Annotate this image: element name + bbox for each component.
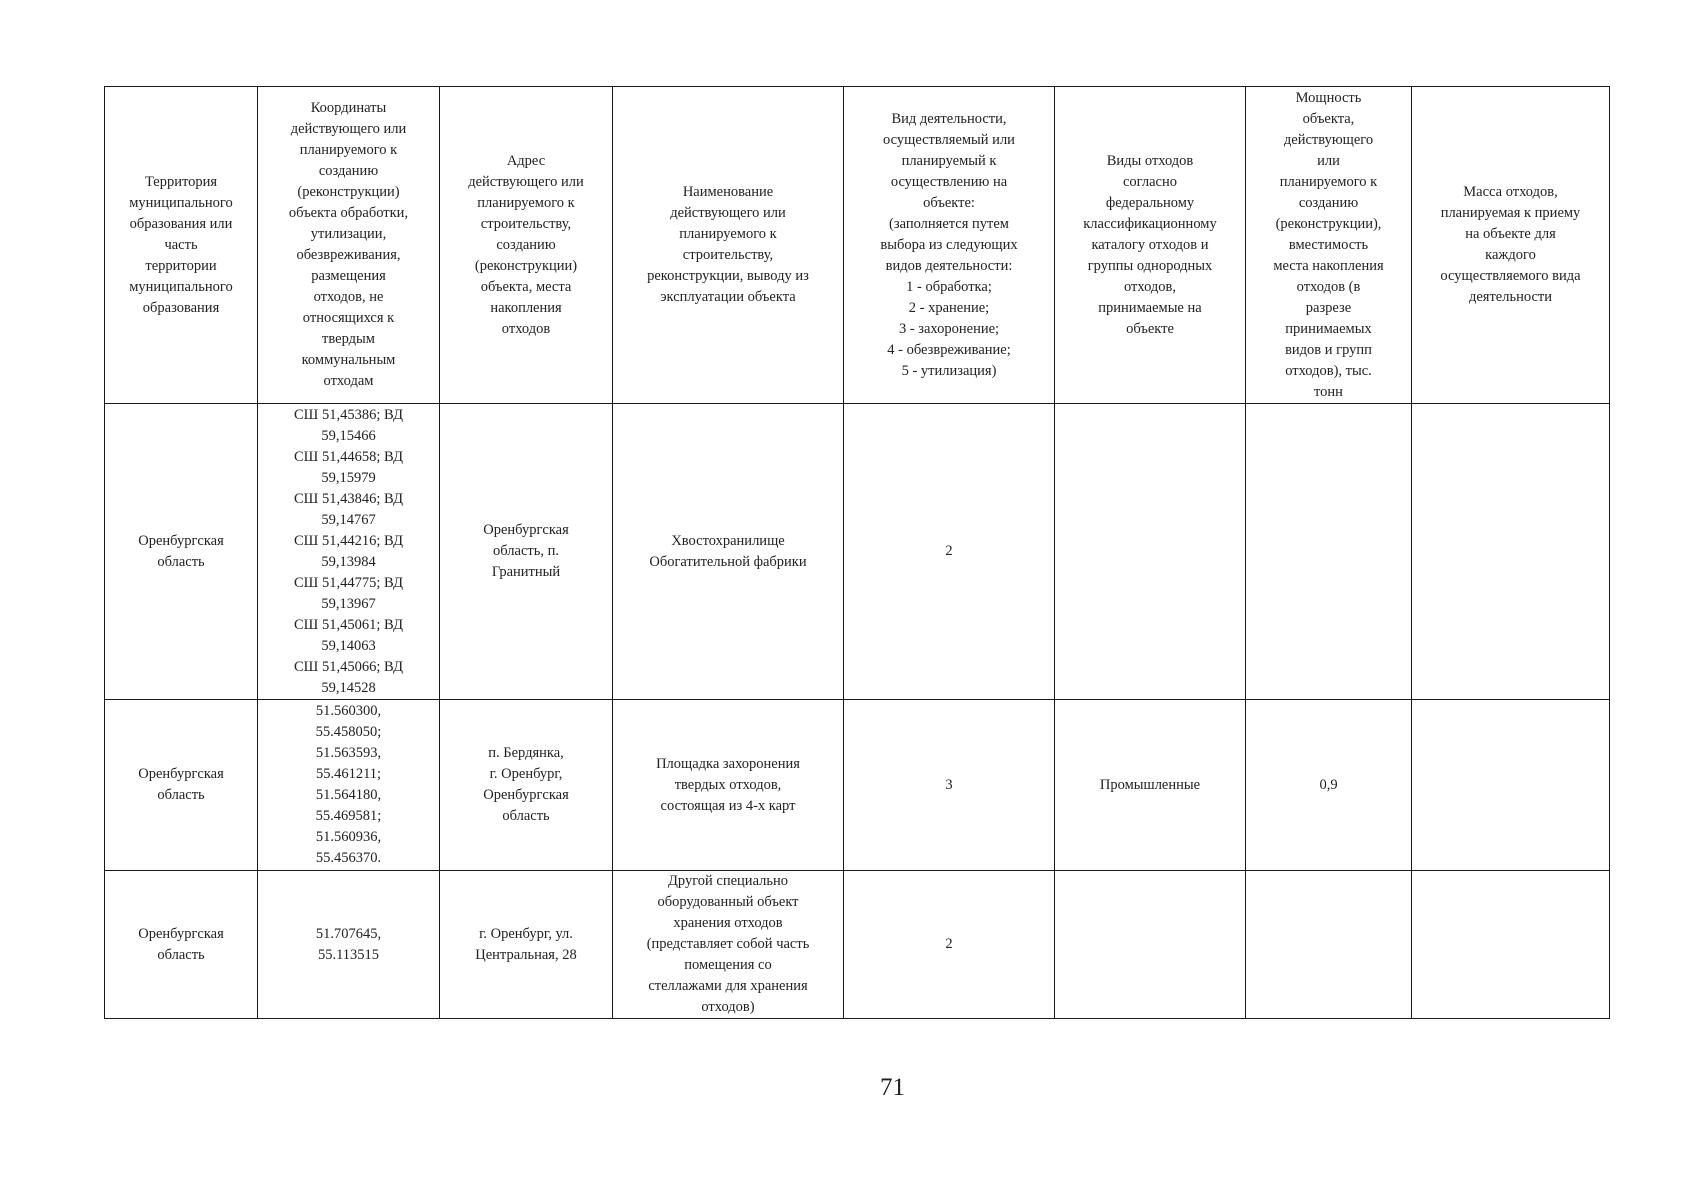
cell-facility-name xyxy=(613,700,844,871)
cell-text-line: утилизации, xyxy=(310,226,387,242)
cell-text-line: отходов (в xyxy=(1296,278,1361,295)
cell-text-line: (заполняется путем xyxy=(889,215,1009,232)
table-row xyxy=(105,871,1610,1019)
cell-text-line: 55.113515 xyxy=(317,946,380,963)
cell-text-line: 59,14063 xyxy=(321,637,376,654)
cell-text-line: действующего xyxy=(1283,131,1374,148)
table-row xyxy=(105,404,1610,700)
cell-text-line: федеральному xyxy=(1105,194,1195,211)
cell-text-line: 59,15979 xyxy=(321,469,376,486)
cell-text-line: п. Бердянка, xyxy=(488,745,564,761)
cell-text-line: созданию xyxy=(318,163,379,179)
cell-text-line: 51.564180, xyxy=(315,787,382,803)
cell-text-line: муниципального xyxy=(129,278,233,295)
cell-waste-types xyxy=(1055,700,1246,871)
cell-waste-mass xyxy=(1412,700,1610,871)
cell-text-line: территории xyxy=(145,257,217,274)
cell-waste-types xyxy=(1055,871,1246,1019)
cell-text-line: действующего или xyxy=(468,173,584,190)
header-cell-territory xyxy=(105,87,258,404)
cell-text-line: на объекте для xyxy=(1465,226,1556,242)
cell-text-line: или xyxy=(1317,152,1340,169)
cell-text-line: Промышленные xyxy=(1099,776,1201,793)
cell-text-line: тонн xyxy=(1314,383,1343,400)
cell-activity-type xyxy=(844,404,1055,700)
cell-text-line: (реконструкции) xyxy=(474,257,578,274)
cell-text-line: эксплуатации объекта xyxy=(660,289,796,305)
cell-capacity xyxy=(1246,404,1412,700)
cell-text-line: каждого xyxy=(1485,247,1536,263)
cell-text-line: отходам xyxy=(323,373,374,389)
cell-facility-name xyxy=(613,404,844,700)
cell-text-line: область xyxy=(157,553,205,570)
cell-text-line: образования или xyxy=(129,215,233,232)
cell-territory xyxy=(105,700,258,871)
cell-text-line: Координаты xyxy=(310,100,387,116)
cell-text-line: оборудованный объект xyxy=(657,894,799,910)
cell-capacity xyxy=(1246,871,1412,1019)
cell-waste-mass xyxy=(1412,404,1610,700)
cell-text-line: планируемая к приему xyxy=(1440,205,1581,221)
cell-text-line: планируемого к xyxy=(299,142,398,158)
cell-text-line: СШ 51,45066; ВД xyxy=(294,658,403,675)
cell-text-line: 55.456370. xyxy=(315,850,382,866)
cell-text-line: 3 xyxy=(945,776,953,793)
cell-coordinates xyxy=(258,871,440,1019)
cell-text-line: СШ 51,45386; ВД xyxy=(294,406,403,423)
cell-address xyxy=(440,700,613,871)
waste-facilities-table xyxy=(104,86,1610,1019)
cell-facility-name xyxy=(613,871,844,1019)
cell-text-line: видов и групп xyxy=(1285,341,1372,358)
cell-text-line: 2 xyxy=(945,543,953,559)
cell-text-line: Виды отходов xyxy=(1106,152,1194,169)
cell-text-line: Гранитный xyxy=(491,564,561,580)
cell-text-line: коммунальным xyxy=(301,352,396,368)
cell-text-line: г. Оренбург, xyxy=(489,766,563,782)
cell-text-line: строительству, xyxy=(682,247,774,263)
cell-text-line: выбора из следующих xyxy=(880,236,1018,253)
cell-text-line: Оренбургская xyxy=(138,925,224,942)
cell-text-line: разрезе xyxy=(1305,299,1352,316)
cell-activity-type xyxy=(844,700,1055,871)
header-row xyxy=(105,87,1610,404)
header-cell-capacity xyxy=(1246,87,1412,404)
cell-text-line: отходов, не xyxy=(313,289,384,305)
cell-text-line: Обогатительной фабрики xyxy=(649,553,807,570)
page-number: 71 xyxy=(880,1074,905,1101)
cell-text-line: планируемого к xyxy=(477,194,575,211)
cell-coordinates xyxy=(258,700,440,871)
cell-coordinates xyxy=(258,404,440,700)
cell-text-line: осуществляемого вида xyxy=(1440,268,1581,284)
cell-text-line: каталогу отходов и xyxy=(1091,236,1209,253)
cell-text-line: отходов xyxy=(501,320,551,337)
cell-text-line: планируемого к xyxy=(1279,173,1378,190)
cell-capacity xyxy=(1246,700,1412,871)
cell-text-line: принимаемые на xyxy=(1098,299,1202,316)
cell-text-line: отходов, xyxy=(1123,278,1177,295)
header-cell-facility-name xyxy=(613,87,844,404)
cell-text-line: отходов), тыс. xyxy=(1285,362,1372,379)
cell-text-line: образования xyxy=(142,299,220,316)
cell-activity-type xyxy=(844,871,1055,1019)
header-cell-address xyxy=(440,87,613,404)
cell-text-line: 51.563593, xyxy=(315,745,382,761)
cell-address xyxy=(440,404,613,700)
cell-text-line: 51.707645, xyxy=(315,925,382,942)
cell-text-line: г. Оренбург, ул. xyxy=(479,925,573,942)
cell-text-line: 5 - утилизация) xyxy=(901,362,997,379)
cell-text-line: объекта, xyxy=(1302,110,1355,127)
cell-text-line: 55.458050; xyxy=(315,724,382,740)
cell-text-line: строительству, xyxy=(480,215,572,232)
cell-text-line: СШ 51,43846; ВД xyxy=(294,490,403,507)
cell-text-line: Оренбургская xyxy=(483,522,569,538)
cell-text-line: Масса отходов, xyxy=(1463,184,1558,200)
cell-text-line: хранения отходов xyxy=(673,915,783,931)
cell-text-line: (представляет собой часть xyxy=(646,936,810,952)
cell-text-line: Территория xyxy=(144,173,218,190)
cell-text-line: 4 - обезвреживание; xyxy=(887,341,1011,358)
cell-text-line: отходов) xyxy=(701,999,755,1015)
cell-text-line: СШ 51,44216; ВД xyxy=(294,532,403,549)
cell-text-line: планируемого к xyxy=(679,226,777,242)
cell-text-line: 0,9 xyxy=(1319,776,1338,793)
cell-text-line: СШ 51,44658; ВД xyxy=(294,448,403,465)
cell-text-line: относящихся к xyxy=(302,310,395,326)
cell-text-line: места накопления xyxy=(1273,257,1384,274)
cell-text-line: СШ 51,44775; ВД xyxy=(294,574,403,591)
cell-text-line: 55.461211; xyxy=(315,766,382,782)
cell-waste-mass xyxy=(1412,871,1610,1019)
cell-text-line: помещения со xyxy=(684,957,772,973)
header-cell-coordinates xyxy=(258,87,440,404)
cell-text-line: 55.469581; xyxy=(315,808,382,824)
cell-text-line: принимаемых xyxy=(1285,320,1372,337)
cell-text-line: Адрес xyxy=(506,152,546,169)
cell-text-line: твердым xyxy=(322,331,375,347)
cell-text-line: объекта, места xyxy=(480,278,572,295)
cell-text-line: реконструкции, выводу из xyxy=(647,268,809,284)
cell-text-line: планируемый к xyxy=(901,152,997,169)
cell-text-line: муниципального xyxy=(129,194,233,211)
cell-text-line: согласно xyxy=(1122,173,1177,190)
header-cell-waste-mass xyxy=(1412,87,1610,404)
cell-waste-types xyxy=(1055,404,1246,700)
cell-text-line: действующего или xyxy=(290,121,407,137)
header-cell-waste-types xyxy=(1055,87,1246,404)
cell-text-line: 3 - захоронение; xyxy=(898,320,1000,337)
cell-text-line: Другой специально xyxy=(668,873,788,889)
cell-territory xyxy=(105,871,258,1019)
cell-text-line: накопления xyxy=(490,299,562,316)
cell-text-line: стеллажами для хранения xyxy=(648,978,808,994)
cell-text-line: Площадка захоронения xyxy=(656,755,800,772)
cell-text-line: действующего или xyxy=(670,205,786,221)
cell-text-line: область xyxy=(502,808,550,824)
cell-text-line: размещения xyxy=(311,268,386,284)
cell-text-line: область, п. xyxy=(493,543,559,559)
cell-text-line: 1 - обработка; xyxy=(906,278,992,295)
cell-text-line: классификационному xyxy=(1083,215,1217,232)
cell-text-line: Хвостохранилище xyxy=(671,532,785,549)
cell-text-line: 51.560300, xyxy=(315,703,382,719)
cell-text-line: группы однородных xyxy=(1087,257,1213,274)
cell-text-line: 59,14767 xyxy=(321,511,376,528)
cell-text-line: объекта обработки, xyxy=(288,205,409,221)
cell-text-line: созданию xyxy=(1298,194,1359,211)
cell-text-line: 51.560936, xyxy=(315,829,382,845)
cell-text-line: 59,14528 xyxy=(321,679,376,696)
cell-text-line: видов деятельности: xyxy=(885,257,1013,274)
cell-text-line: Вид деятельности, xyxy=(891,110,1007,127)
cell-text-line: Оренбургская xyxy=(138,532,224,549)
cell-territory xyxy=(105,404,258,700)
table-row xyxy=(105,700,1610,871)
cell-text-line: деятельности xyxy=(1468,289,1552,305)
cell-text-line: (реконструкции) xyxy=(297,184,400,200)
cell-text-line: область xyxy=(157,946,205,963)
cell-text-line: Наименование xyxy=(682,184,774,200)
cell-text-line: Оренбургская xyxy=(138,766,224,782)
cell-text-line: 59,13984 xyxy=(321,553,376,570)
cell-text-line: 2 - хранение; xyxy=(908,299,990,316)
cell-text-line: обезвреживания, xyxy=(296,247,401,263)
cell-text-line: 59,13967 xyxy=(321,595,376,612)
cell-text-line: объекте: xyxy=(923,194,975,211)
cell-text-line: осуществлению на xyxy=(890,173,1008,190)
cell-text-line: объекте xyxy=(1126,320,1174,337)
cell-text-line: Мощность xyxy=(1295,89,1362,106)
cell-text-line: область xyxy=(157,787,205,803)
cell-text-line: Оренбургская xyxy=(483,787,569,803)
cell-text-line: Центральная, 28 xyxy=(475,946,577,963)
cell-text-line: (реконструкции), xyxy=(1275,215,1382,232)
header-cell-activity-type xyxy=(844,87,1055,404)
cell-text-line: вместимость xyxy=(1288,236,1369,253)
cell-text-line: состоящая из 4-х карт xyxy=(660,797,796,814)
cell-text-line: твердых отходов, xyxy=(674,776,782,793)
cell-text-line: осуществляемый или xyxy=(883,131,1015,148)
cell-text-line: СШ 51,45061; ВД xyxy=(294,616,403,633)
cell-address xyxy=(440,871,613,1019)
cell-text-line: 59,15466 xyxy=(321,427,376,444)
cell-text-line: часть xyxy=(164,236,198,253)
cell-text-line: 2 xyxy=(945,936,953,952)
cell-text-line: созданию xyxy=(496,236,556,253)
